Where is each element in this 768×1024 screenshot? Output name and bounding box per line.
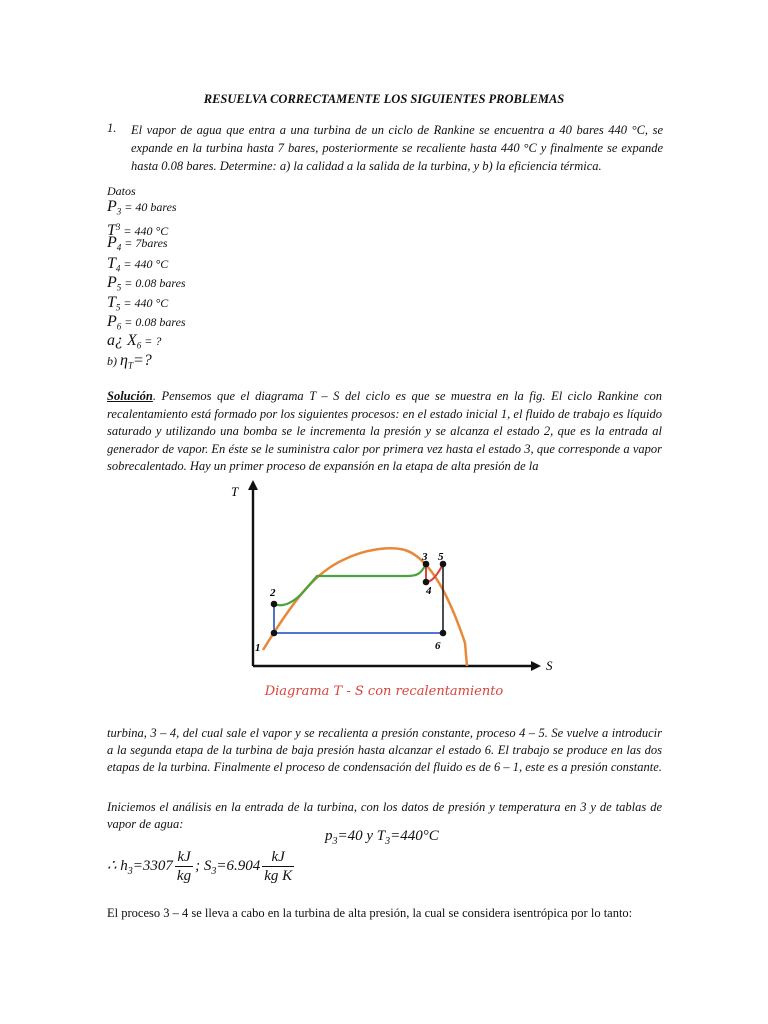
state-label-2: 2	[270, 587, 276, 599]
problem-statement: El vapor de agua que entra a una turbina de un ciclo de Rankine se encuentra a 40 bares 440 °C, se expande en la turbina hasta 7 bares, posteriormente se recaliente hasta 440 °C y finalmente se expande hasta 0.08 bares. Determine: a) la calidad a la salida de la turbina, y b) la eficiencia térmica.	[131, 123, 663, 173]
fraction-kj-kgk: $\frac{kJ}{\text{kg K}}$	[264, 849, 293, 884]
x-axis-arrow	[531, 661, 541, 671]
enthalpy-entropy-equation: ∴ $h_3=3307$ $\frac{kJ}{kg}$ ; $S_3=6.904$ $\frac{kJ}{\text{kg K}}$	[107, 849, 293, 884]
solution-label: Solución	[107, 389, 153, 403]
heating-line	[274, 564, 426, 605]
x-axis-label: S	[546, 658, 553, 673]
state-label-1: 1	[255, 642, 261, 654]
datum-p4: $P_4$ = 7bares	[107, 234, 168, 253]
state-point-1	[271, 630, 278, 637]
y-axis-label: T	[231, 484, 239, 499]
state-label-5: 5	[438, 551, 444, 563]
solution-paragraph	[107, 388, 662, 476]
ts-diagram	[225, 478, 565, 700]
state-point-2	[271, 601, 278, 608]
diagram-caption: Diagrama T - S con recalentamiento	[264, 684, 504, 699]
datos-heading: Datos	[107, 184, 136, 198]
state-label-4: 4	[426, 585, 432, 597]
fraction-kj-kg: $\frac{kJ}{kg}$	[176, 849, 192, 884]
state-point-6	[440, 630, 447, 637]
datum-p3: $P_3 = 40$ bares	[107, 198, 177, 217]
y-axis-arrow	[248, 480, 258, 490]
process-3-4-text: El proceso 3 – 4 se lleva a cabo en la turbina de alta presión, la cual se considera isentrópica por lo tanto:	[107, 906, 633, 920]
datum-p6: $P_6 = 0.08$ bares	[107, 313, 186, 332]
datum-t4: $T_4 = 440$ °C	[107, 255, 169, 274]
state3-equation: $p_3=40$ y $T_3=440^\circ C$	[325, 828, 439, 847]
state-label-6: 6	[435, 640, 441, 652]
continuation-paragraph: turbina, 3 – 4, del cual sale el vapor y se recalienta a presión constante, proceso 4 – 5. Se vuelve a introducir a la segunda etapa de la turbina de baja presión hasta alcanzar el estado 6. El trabajo se produce en las dos etapas de la turbina. Finalmente el proceso de condensación del fluido es de 6 – 1, este es a presión constante.	[107, 726, 662, 774]
solution-text: . Pensemos que el diagrama T – S del ciclo es que se muestra en la fig. El ciclo Rankine con recalentamiento está formado por los siguientes procesos: en el estado inicial 1, el fluido de trabajo es líquido saturado y utilizando una bomba se le incrementa la presión y se alcanza el estado 2, que es la entrada al generador de vapor. En éste se le suministra calor por primera vez hasta el estado 3, que corresponde a vapor sobrecalentado. Hay un primer proceso de expansión en la etapa de alta presión de la	[107, 389, 662, 473]
datum-t3: $T^3 = 440$ °C	[107, 222, 169, 239]
analysis-intro: Iniciemos el análisis en la entrada de la turbina, con los datos de presión y temperatura en 3 y de tablas de vapor de agua:	[107, 800, 662, 831]
page-title: RESUELVA CORRECTAMENTE LOS SIGUIENTES PROBLEMAS	[203, 92, 565, 106]
problem-number: 1.	[107, 121, 117, 135]
state-label-3: 3	[422, 551, 428, 563]
question-b: b) $\eta_T=$?	[107, 352, 152, 371]
datum-t5: $T_5 = 440$ °C	[107, 294, 169, 313]
question-a: a¿ $X_6$ = ?	[107, 332, 162, 351]
datum-p5: $P_5 = 0.08$ bares	[107, 274, 186, 293]
